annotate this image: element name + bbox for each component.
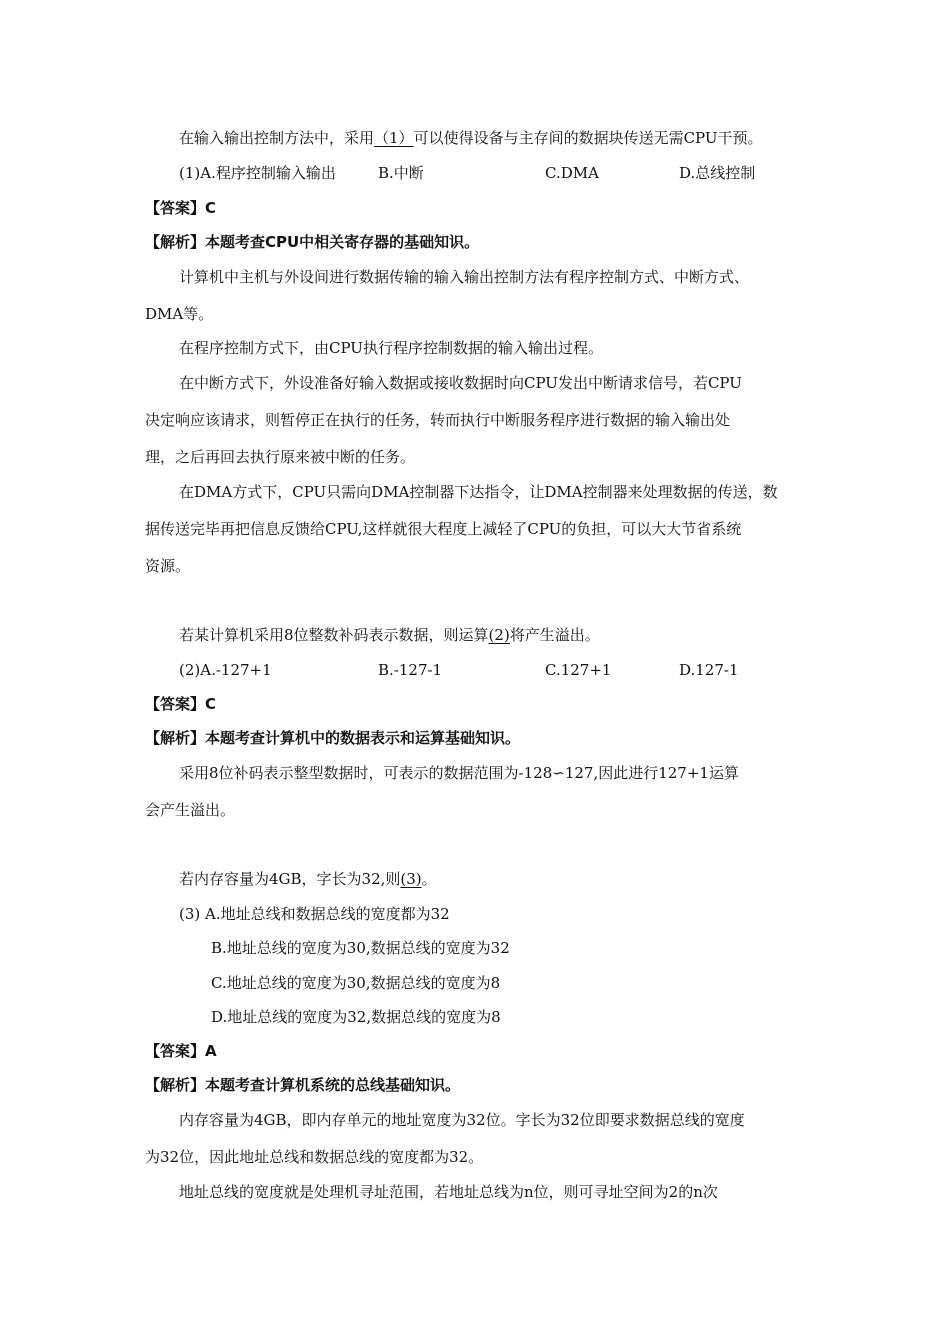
- q3-analysis-title: 【解析】本题考查计算机系统的总线基础知识。: [145, 1076, 461, 1094]
- q1-option-c: C.DMA: [545, 164, 599, 182]
- q1-answer: 【答案】C: [145, 199, 217, 217]
- q1-stem: [179, 128, 763, 148]
- q1-option-a: (1)A.程序控制输入输出: [179, 164, 336, 182]
- q3-option-a: (3) A.地址总线和数据总线的宽度都为32: [179, 905, 450, 923]
- q2-answer: 【答案】C: [145, 695, 217, 713]
- q1-analysis-line: 据传送完毕再把信息反馈给CPU,这样就很大程度上减轻了CPU的负担，可以大大节省系统: [145, 520, 742, 538]
- q3-option-b: B.地址总线的宽度为30,数据总线的宽度为32: [211, 939, 510, 957]
- q1-analysis-line: 在程序控制方式下，由CPU执行程序控制数据的输入输出过程。: [179, 339, 603, 357]
- q2-analysis-title: 【解析】本题考查计算机中的数据表示和运算基础知识。: [145, 729, 521, 747]
- q3-stem-text: 若内存容量为4GB，字长为32,则: [179, 870, 401, 888]
- q1-analysis-line: 在DMA方式下，CPU只需向DMA控制器下达指令，让DMA控制器来处理数据的传送，数: [179, 483, 778, 501]
- q2-option-d: D.127-1: [679, 661, 739, 679]
- q1-stem-text-end: 可以使得设备与主存间的数据块传送无需CPU干预。: [413, 129, 763, 147]
- q3-option-c: C.地址总线的宽度为30,数据总线的宽度为8: [211, 974, 501, 992]
- q2-option-c: C.127+1: [545, 661, 612, 679]
- q3-stem: [179, 869, 437, 889]
- q2-analysis-line: 会产生溢出。: [145, 801, 236, 819]
- q3-blank: (3): [400, 870, 422, 888]
- q2-option-a: (2)A.-127+1: [179, 661, 272, 679]
- q1-blank: （1）: [374, 129, 414, 147]
- q3-option-d: D.地址总线的宽度为32,数据总线的宽度为8: [211, 1008, 501, 1026]
- q1-analysis-line: 理，之后再回去执行原来被中断的任务。: [145, 448, 416, 466]
- q1-analysis-line: 计算机中主机与外设间进行数据传输的输入输出控制方法有程序控制方式、中断方式、: [179, 268, 750, 286]
- q2-stem-text: 若某计算机采用8位整数补码表示数据，则运算: [179, 626, 489, 644]
- q2-stem: [179, 625, 600, 645]
- q3-stem-text-end: 。: [421, 870, 437, 888]
- q2-stem-text-end: 将产生溢出。: [509, 626, 600, 644]
- q2-option-b: B.-127-1: [378, 661, 443, 679]
- q3-analysis-line: 为32位，因此地址总线和数据总线的宽度都为32。: [145, 1148, 484, 1166]
- q1-analysis-line: DMA等。: [145, 305, 214, 323]
- q2-blank: (2): [488, 626, 510, 644]
- q1-stem-text: 在输入输出控制方法中，采用: [179, 129, 375, 147]
- q1-option-b: B.中断: [378, 164, 424, 182]
- q1-analysis-line: 在中断方式下，外设准备好输入数据或接收数据时向CPU发出中断请求信号，若CPU: [179, 374, 742, 392]
- q2-analysis-line: 采用8位补码表示整型数据时，可表示的数据范围为-128∽127,因此进行127+1运算: [179, 764, 739, 782]
- q3-answer: 【答案】A: [145, 1042, 217, 1060]
- q1-analysis-title: 【解析】本题考查CPU中相关寄存器的基础知识。: [145, 233, 480, 251]
- q3-analysis-line: 地址总线的宽度就是处理机寻址范围，若地址总线为n位，则可寻址空间为2的n次: [179, 1183, 718, 1201]
- q1-analysis-line: 资源。: [145, 557, 191, 575]
- q1-option-d: D.总线控制: [679, 164, 756, 182]
- q3-analysis-line: 内存容量为4GB，即内存单元的地址宽度为32位。字长为32位即要求数据总线的宽度: [179, 1111, 745, 1129]
- q1-analysis-line: 决定响应该请求，则暂停正在执行的任务，转而执行中断服务程序进行数据的输入输出处: [145, 411, 731, 429]
